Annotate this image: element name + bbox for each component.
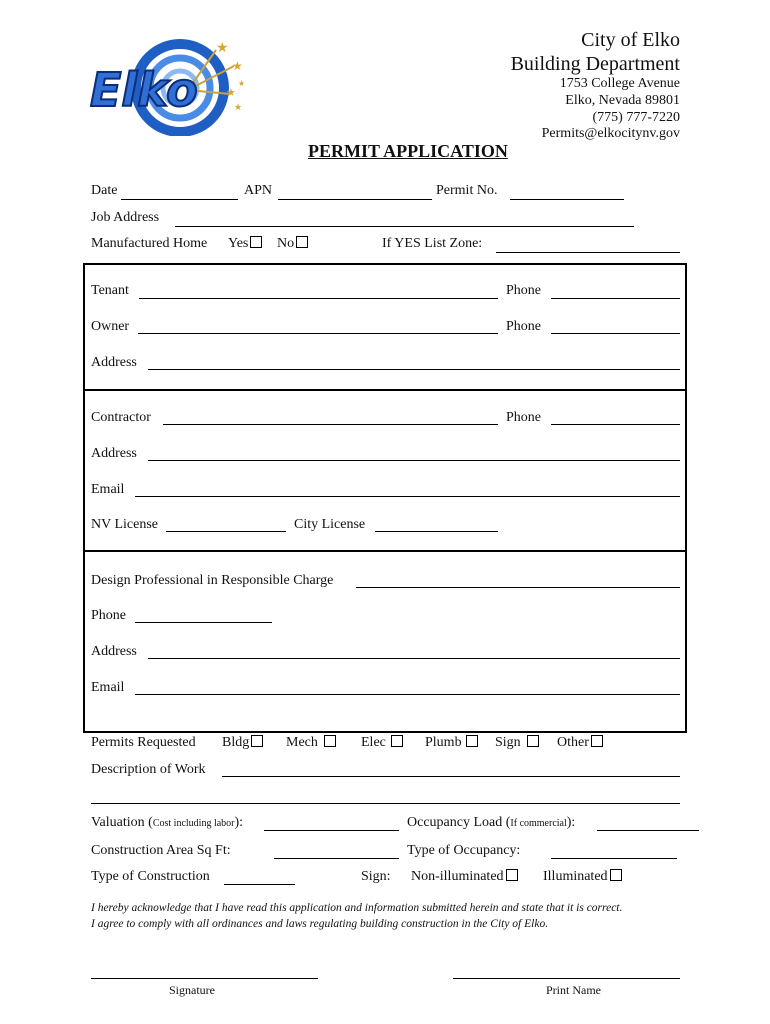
contractor-email-field[interactable]	[135, 496, 680, 497]
manufactured-home-yes[interactable]	[228, 236, 262, 252]
construction-type-label: Type of Construction	[91, 869, 210, 884]
design-professional-label: Design Professional in Responsible Charge	[91, 573, 334, 588]
print-name-label: Print Name	[546, 983, 601, 997]
contractor-label: Contractor	[91, 410, 151, 425]
header-email: Permits@elkocitynv.gov	[541, 126, 680, 141]
contractor-address-field[interactable]	[148, 460, 680, 461]
acknowledgement-line-2: I agree to comply with all ordinances and laws regulating building construction in the City of Elko.	[91, 918, 549, 930]
contractor-email-label: Email	[91, 482, 125, 497]
city-license-field[interactable]	[375, 531, 498, 532]
header-department: Building Department	[510, 53, 680, 75]
permit-option-sign[interactable]	[495, 735, 539, 751]
print-name-field[interactable]	[453, 978, 680, 979]
permit-no-field[interactable]	[510, 199, 624, 200]
description-label: Description of Work	[91, 762, 206, 777]
signature-field[interactable]	[91, 978, 318, 979]
nv-license-label: NV License	[91, 517, 158, 532]
non-illuminated-option[interactable]	[411, 869, 518, 885]
elko-logo	[84, 36, 254, 136]
owner-label: Owner	[91, 319, 130, 334]
mech-label: Mech	[286, 735, 318, 750]
bldg-checkbox[interactable]	[251, 735, 263, 747]
design-professional-field[interactable]	[356, 587, 680, 588]
yes-checkbox[interactable]	[250, 236, 262, 248]
non-illuminated-checkbox[interactable]	[506, 869, 518, 881]
owner-field[interactable]	[138, 333, 498, 334]
sign-type-label: Sign:	[361, 869, 391, 884]
svg-text:★: ★	[238, 79, 246, 88]
apn-field[interactable]	[278, 199, 432, 200]
illuminated-checkbox[interactable]	[610, 869, 622, 881]
owner-phone-label: Phone	[506, 319, 541, 334]
design-address-field[interactable]	[148, 658, 680, 659]
valuation-field[interactable]	[264, 830, 399, 831]
permits-requested-label: Permits Requested	[91, 735, 196, 750]
zone-field[interactable]	[496, 252, 680, 253]
plumb-checkbox[interactable]	[466, 735, 478, 747]
tenant-label: Tenant	[91, 283, 129, 298]
description-field-1[interactable]	[222, 776, 680, 777]
yes-label: Yes	[228, 236, 249, 251]
elec-label: Elec	[361, 735, 386, 750]
svg-text:★: ★	[234, 102, 243, 112]
occupancy-load-note: If commercial	[510, 818, 567, 829]
apn-label: APN	[244, 183, 273, 198]
occupancy-load-field[interactable]	[597, 830, 699, 831]
header-city: City of Elko	[581, 29, 680, 51]
signature-label: Signature	[169, 983, 215, 997]
box-divider-1	[84, 389, 686, 391]
valuation-note: Cost including labor	[152, 818, 235, 829]
contractor-phone-label: Phone	[506, 410, 541, 425]
date-field[interactable]	[121, 199, 238, 200]
nv-license-field[interactable]	[166, 531, 286, 532]
svg-text:★: ★	[226, 87, 236, 99]
header-phone: (775) 777-7220	[592, 110, 680, 125]
other-checkbox[interactable]	[591, 735, 603, 747]
permit-option-mech[interactable]	[286, 735, 336, 751]
elec-checkbox[interactable]	[391, 735, 403, 747]
non-illuminated-label: Non-illuminated	[411, 869, 504, 884]
owner-address-label: Address	[91, 355, 137, 370]
no-label: No	[277, 236, 295, 251]
header-city-state-zip: Elko, Nevada 89801	[565, 93, 680, 108]
illuminated-label: Illuminated	[543, 869, 608, 884]
design-phone-field[interactable]	[135, 622, 272, 623]
design-address-label: Address	[91, 644, 137, 659]
construction-area-label: Construction Area Sq Ft:	[91, 843, 231, 858]
contractor-address-label: Address	[91, 446, 137, 461]
permit-option-bldg[interactable]	[222, 735, 263, 751]
design-email-label: Email	[91, 680, 125, 695]
construction-area-field[interactable]	[274, 858, 399, 859]
tenant-phone-field[interactable]	[551, 298, 680, 299]
occupancy-type-field[interactable]	[551, 858, 677, 859]
no-checkbox[interactable]	[296, 236, 308, 248]
svg-text:★: ★	[232, 59, 243, 73]
permit-option-elec[interactable]	[361, 735, 403, 751]
svg-text:★: ★	[216, 41, 229, 56]
permit-option-other[interactable]	[557, 735, 603, 751]
permit-no-label: Permit No.	[436, 183, 498, 198]
occupancy-load-label: Occupancy Load (If commercial):	[407, 815, 576, 830]
header-street: 1753 College Avenue	[559, 76, 680, 91]
mech-checkbox[interactable]	[324, 735, 336, 747]
manufactured-home-no[interactable]	[277, 236, 308, 252]
page-title: PERMIT APPLICATION	[308, 141, 508, 161]
box-divider-2	[84, 550, 686, 552]
job-address-field[interactable]	[175, 226, 634, 227]
design-email-field[interactable]	[135, 694, 680, 695]
owner-address-field[interactable]	[148, 369, 680, 370]
permit-option-plumb[interactable]	[425, 735, 478, 751]
date-label: Date	[91, 183, 118, 198]
acknowledgement-line-1: I hereby acknowledge that I have read this application and information submitted herein and state that it is correct.	[91, 902, 623, 914]
sign-checkbox[interactable]	[527, 735, 539, 747]
plumb-label: Plumb	[425, 735, 462, 750]
description-field-2[interactable]	[91, 803, 680, 804]
job-address-label: Job Address	[91, 210, 160, 225]
zone-label: If YES List Zone:	[382, 236, 483, 251]
manufactured-home-label: Manufactured Home	[91, 236, 208, 251]
design-phone-label: Phone	[91, 608, 126, 623]
illuminated-option[interactable]	[543, 869, 622, 885]
construction-type-field[interactable]	[224, 884, 295, 885]
owner-phone-field[interactable]	[551, 333, 680, 334]
other-label: Other	[557, 735, 589, 750]
tenant-field[interactable]	[139, 298, 498, 299]
valuation-label: Valuation (Cost including labor):	[91, 815, 244, 830]
city-license-label: City License	[294, 517, 366, 532]
sign-label: Sign	[495, 735, 521, 750]
tenant-phone-label: Phone	[506, 283, 541, 298]
occupancy-type-label: Type of Occupancy:	[407, 843, 521, 858]
bldg-label: Bldg	[222, 735, 250, 750]
contractor-phone-field[interactable]	[551, 424, 680, 425]
contractor-field[interactable]	[163, 424, 498, 425]
logo-text: Elko	[90, 63, 198, 117]
